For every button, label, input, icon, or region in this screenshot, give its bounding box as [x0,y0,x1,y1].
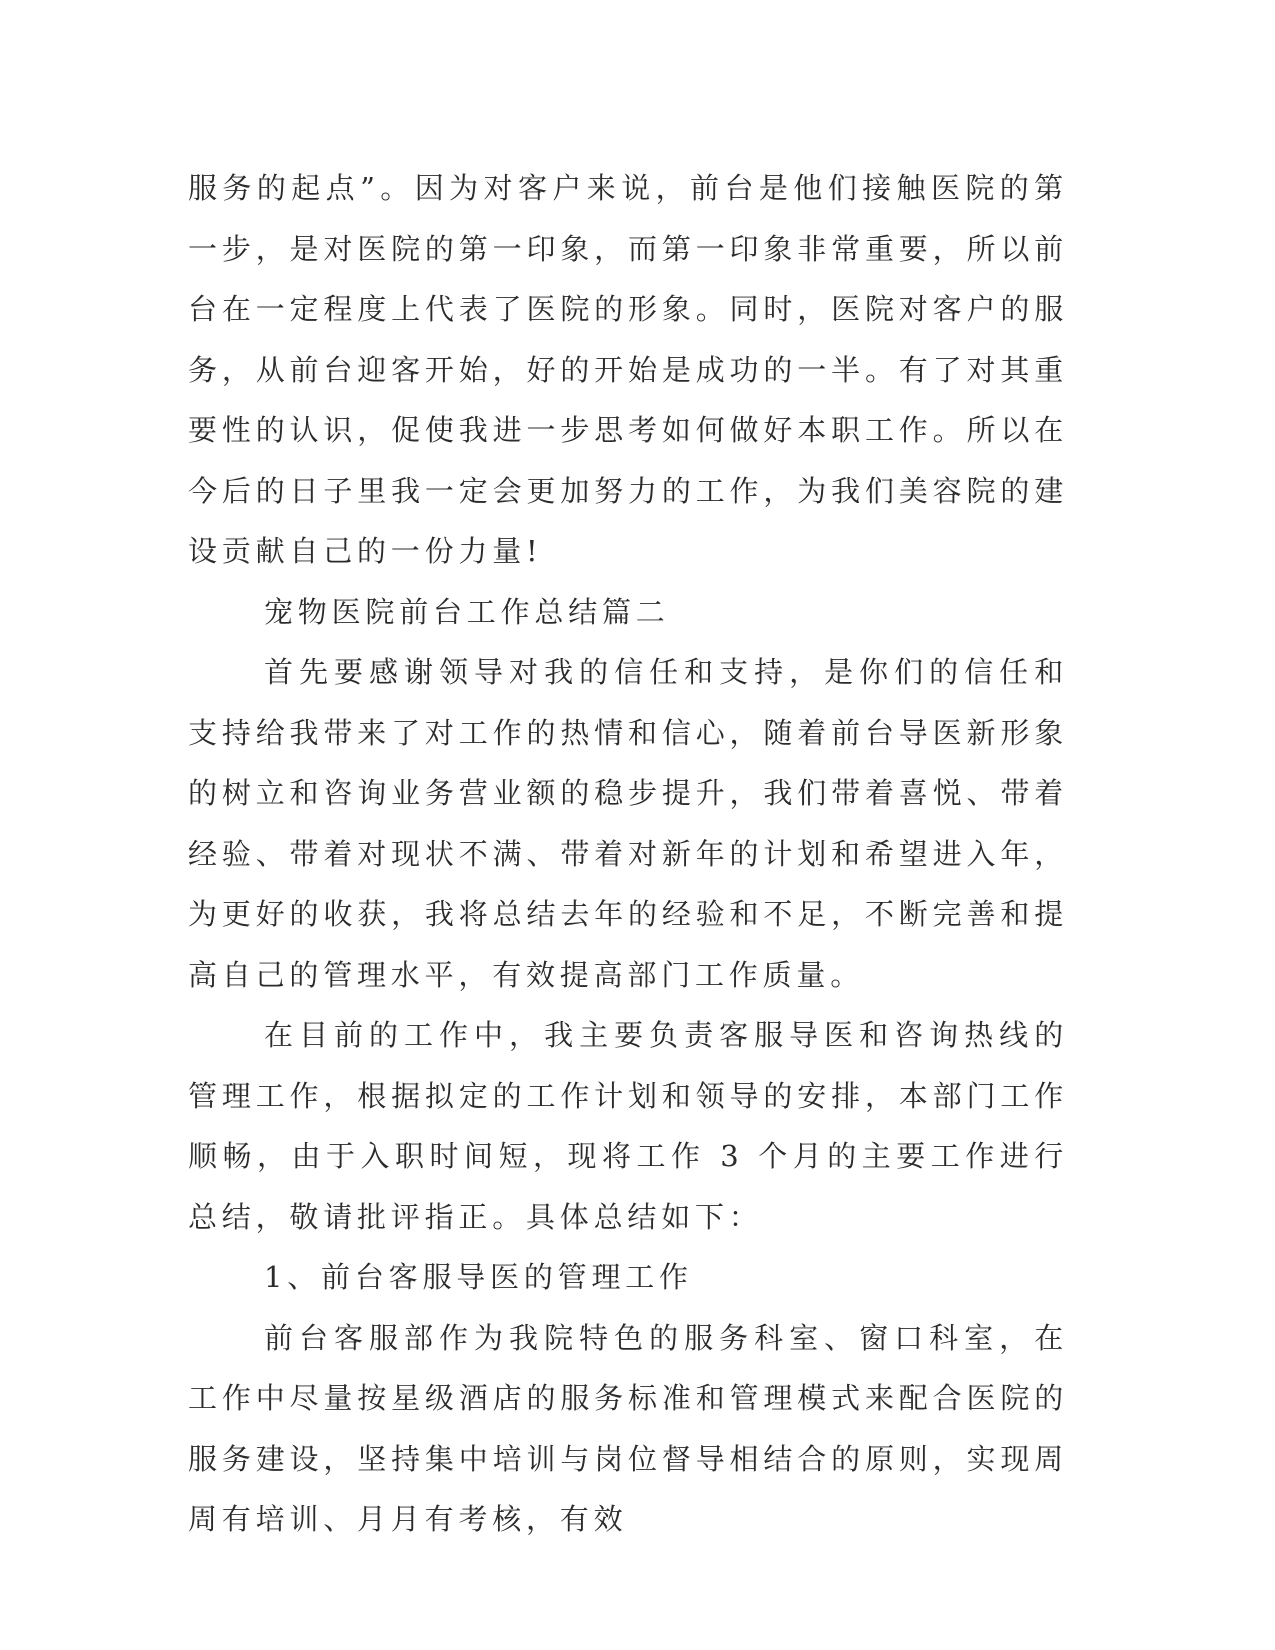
paragraph-front-desk-service: 前台客服部作为我院特色的服务科室、窗口科室，在工作中尽量按星级酒店的服务标准和管理模式来配合医院的服务建设，坚持集中培训与岗位督导相结合的原则，实现周周有培训、月月有考核，有效 [188,1320,1068,1536]
section-heading: 宠物医院前台工作总结篇二 [264,594,670,629]
subheading-front-desk-management: 1、前台客服导医的管理工作 [264,1260,693,1294]
document-body [188,158,1068,1550]
paragraph-continuation: 服务的起点”。因为对客户来说，前台是他们接触医院的第一步，是对医院的第一印象，而第一印象非常重要，所以前台在一定程度上代表了医院的形象。同时，医院对客户的服务，从前台迎客开始，好的开始是成功的一半。有了对其重要性的认识，促使我进一步思考如何做好本职工作。所以在今后的日子里我一定会更加努力的工作，为我们美容院的建设贡献自己的一份力量! [188,171,1068,568]
paragraph-gratitude: 首先要感谢领导对我的信任和支持，是你们的信任和支持给我带来了对工作的热情和信心，随着前台导医新形象的树立和咨询业务营业额的稳步提升，我们带着喜悦、带着经验、带着对现状不满、带着对新年的计划和希望进入年，为更好的收获，我将总结去年的经验和不足，不断完善和提高自己的管理水平，有效提高部门工作质量。 [188,655,1068,992]
paragraph-current-work: 在目前的工作中，我主要负责客服导医和咨询热线的管理工作，根据拟定的工作计划和领导的安排，本部门工作顺畅，由于入职时间短，现将工作 3 个月的主要工作进行总结，敬请批评指正。具体总结如下： [188,1018,1068,1234]
